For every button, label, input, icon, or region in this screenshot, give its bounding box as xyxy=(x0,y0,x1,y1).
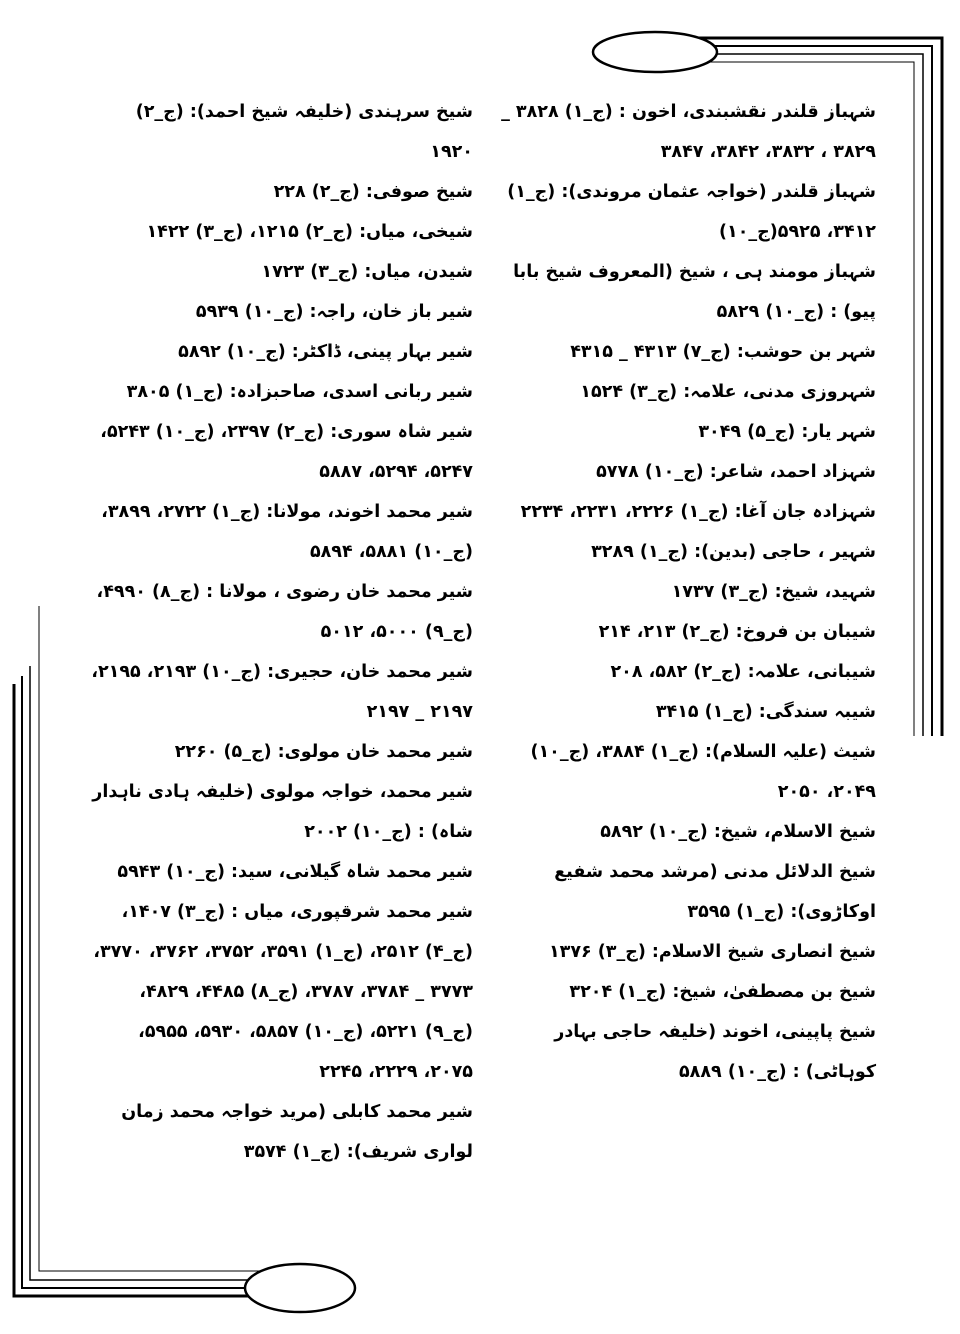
bottom-ornament-oval xyxy=(245,1264,355,1312)
index-entry: شیر محمد شاہ گیلانی، سید: (ج_۱۰) ۵۹۴۳ xyxy=(117,862,473,882)
index-column-left xyxy=(90,92,473,1172)
index-entry: شیر ربانی اسدی، صاحبزادہ: (ج_۱) ۳۸۰۵ xyxy=(126,382,473,402)
index-entry: شیث (علیہ السلام): (ج_۱) ۳۸۸۴، (ج_۱۰) ۲۰۴۹، ۲۰۵۰ xyxy=(530,742,876,802)
index-entry: شہزادہ جان آغا: (ج_۱) ۲۲۲۶، ۲۲۳۱، ۲۲۳۴ xyxy=(520,502,876,522)
top-ornament-oval xyxy=(593,32,717,72)
index-entry: شیدن، میاں: (ج_۳) ۱۷۲۳ xyxy=(261,262,473,282)
index-entry: شیبان بن فروخ: (ج_۲) ۲۱۳، ۲۱۴ xyxy=(598,622,876,642)
index-entry: شیخ الاسلام، شیخ: (ج_۱۰) ۵۸۹۲ xyxy=(600,822,876,842)
index-entry: شہباز مومند ہی ، شیخ (المعروف شیخ بابا پیو) : (ج_۱۰) ۵۸۲۹ xyxy=(513,262,876,322)
index-entry: شیر محمد خان رضوی ، مولانا : (ج_۸) ۴۹۹۰، (ج_۹) ۵۰۰۰، ۵۰۱۲ xyxy=(96,582,473,642)
index-entry: شہیر ، حاجی (بدین): (ج_۱) ۳۲۸۹ xyxy=(591,542,876,562)
index-entry: شیر محمد شرقپوری، میاں : (ج_۳) ۱۴۰۷، (ج_۴) ۲۵۱۲، (ج_۱) ۳۵۹۱، ۳۷۵۲، ۳۷۶۲، ۳۷۷۰، ۳۷۷۳ _ ۳۷۸۴، ۳۷۸۷، (ج_۸) ۴۴۸۵، ۴۸۲۹، (ج_۹) ۵۲۲۱، (ج_۱۰) ۵۸۵۷، ۵۹۳۰، ۵۹۵۵، ۲۰۷۵، ۲۲۲۹، ۲۲۴۵ xyxy=(93,902,473,1082)
index-entry: شہروزی مدنی، علامہ: (ج_۳) ۱۵۲۴ xyxy=(580,382,876,402)
index-entry: شیر باز خان، راجہ: (ج_۱۰) ۵۹۳۹ xyxy=(195,302,473,322)
index-entry: شیر بہار پینی، ڈاکٹر: (ج_۱۰) ۵۸۹۲ xyxy=(178,342,473,362)
index-entry: شیخی، میاں: (ج_۲) ۱۲۱۵، (ج_۳) ۱۴۲۲ xyxy=(146,222,473,242)
index-entry: شیر محمد خان، حجیری: (ج_۱۰) ۲۱۹۳، ۲۱۹۵، ۲۱۹۷ _ ۲۱۹۷ xyxy=(91,662,473,722)
index-entry: شیبانی، علامہ: (ج_۲) ۵۸۲، ۲۰۸ xyxy=(610,662,876,682)
index-entry: شیخ پاپینی، اخوند (خلیفہ حاجی بہادر کوہاٹی) : (ج_۱۰) ۵۸۸۹ xyxy=(554,1022,876,1082)
index-entry: شہید، شیخ: (ج_۳) ۱۷۳۷ xyxy=(671,582,876,602)
index-entry: شہزاد احمد، شاعر: (ج_۱۰) ۵۷۷۸ xyxy=(596,462,876,482)
index-column-right xyxy=(498,92,876,1092)
index-entry: شیر شاہ سوری: (ج_۲) ۲۳۹۷، (ج_۱۰) ۵۲۴۳، ۵۲۴۷، ۵۲۹۴، ۵۸۸۷ xyxy=(100,422,473,482)
index-entry: شیبہ سندگی: (ج_۱) ۳۴۱۵ xyxy=(655,702,876,722)
index-entry: شیر محمد، خواجہ مولوی (خلیفہ ہادی ناہدار شاہ) : (ج_۱۰) ۲۰۰۲ xyxy=(92,782,473,842)
index-entry: شیر محمد کابلی (مرید خواجہ محمد زمان لواری شریف): (ج_۱) ۳۵۷۴ xyxy=(121,1102,473,1162)
index-entry: شیخ الدلائل مدنی (مرشد محمد شفیع اوکاڑوی): (ج_۱) ۳۵۹۵ xyxy=(554,862,876,922)
index-entry: شہباز قلندر نقشبندی، اخون : (ج_۱) ۳۸۲۸ _ ۳۸۲۹ ، ۳۸۳۲، ۳۸۴۲، ۳۸۴۷ xyxy=(501,102,876,162)
index-entry: شیر محمد خان مولوی: (ج_۵) ۲۲۶۰ xyxy=(174,742,473,762)
index-entry: شہر یار: (ج_۵) ۳۰۴۹ xyxy=(698,422,876,442)
index-entry: شیخ سرہندی (خلیفہ شیخ احمد): (ج_۲) ۱۹۲۰ xyxy=(135,102,473,162)
index-entry: شہباز قلندر (خواجہ عثمان مروندی): (ج_۱) ۳۴۱۲، ۵۹۲۵(ج_۱۰) xyxy=(507,182,876,242)
index-entry: شیخ صوفی: (ج_۲) ۲۲۸ xyxy=(273,182,473,202)
index-entry: شیر محمد اخوند، مولانا: (ج_۱) ۲۷۲۲، ۳۸۹۹، (ج_۱۰) ۵۸۸۱، ۵۸۹۴ xyxy=(101,502,473,562)
index-entry: شیخ بن مصطفیٰ، شیخ: (ج_۱) ۳۲۰۴ xyxy=(569,982,876,1002)
index-entry: شیخ انصاری شیخ الاسلام: (ج_۳) ۱۳۷۶ xyxy=(548,942,876,962)
index-entry: شہر بن حوشب: (ج_۷) ۴۳۱۳ _ ۴۳۱۵ xyxy=(570,342,876,362)
